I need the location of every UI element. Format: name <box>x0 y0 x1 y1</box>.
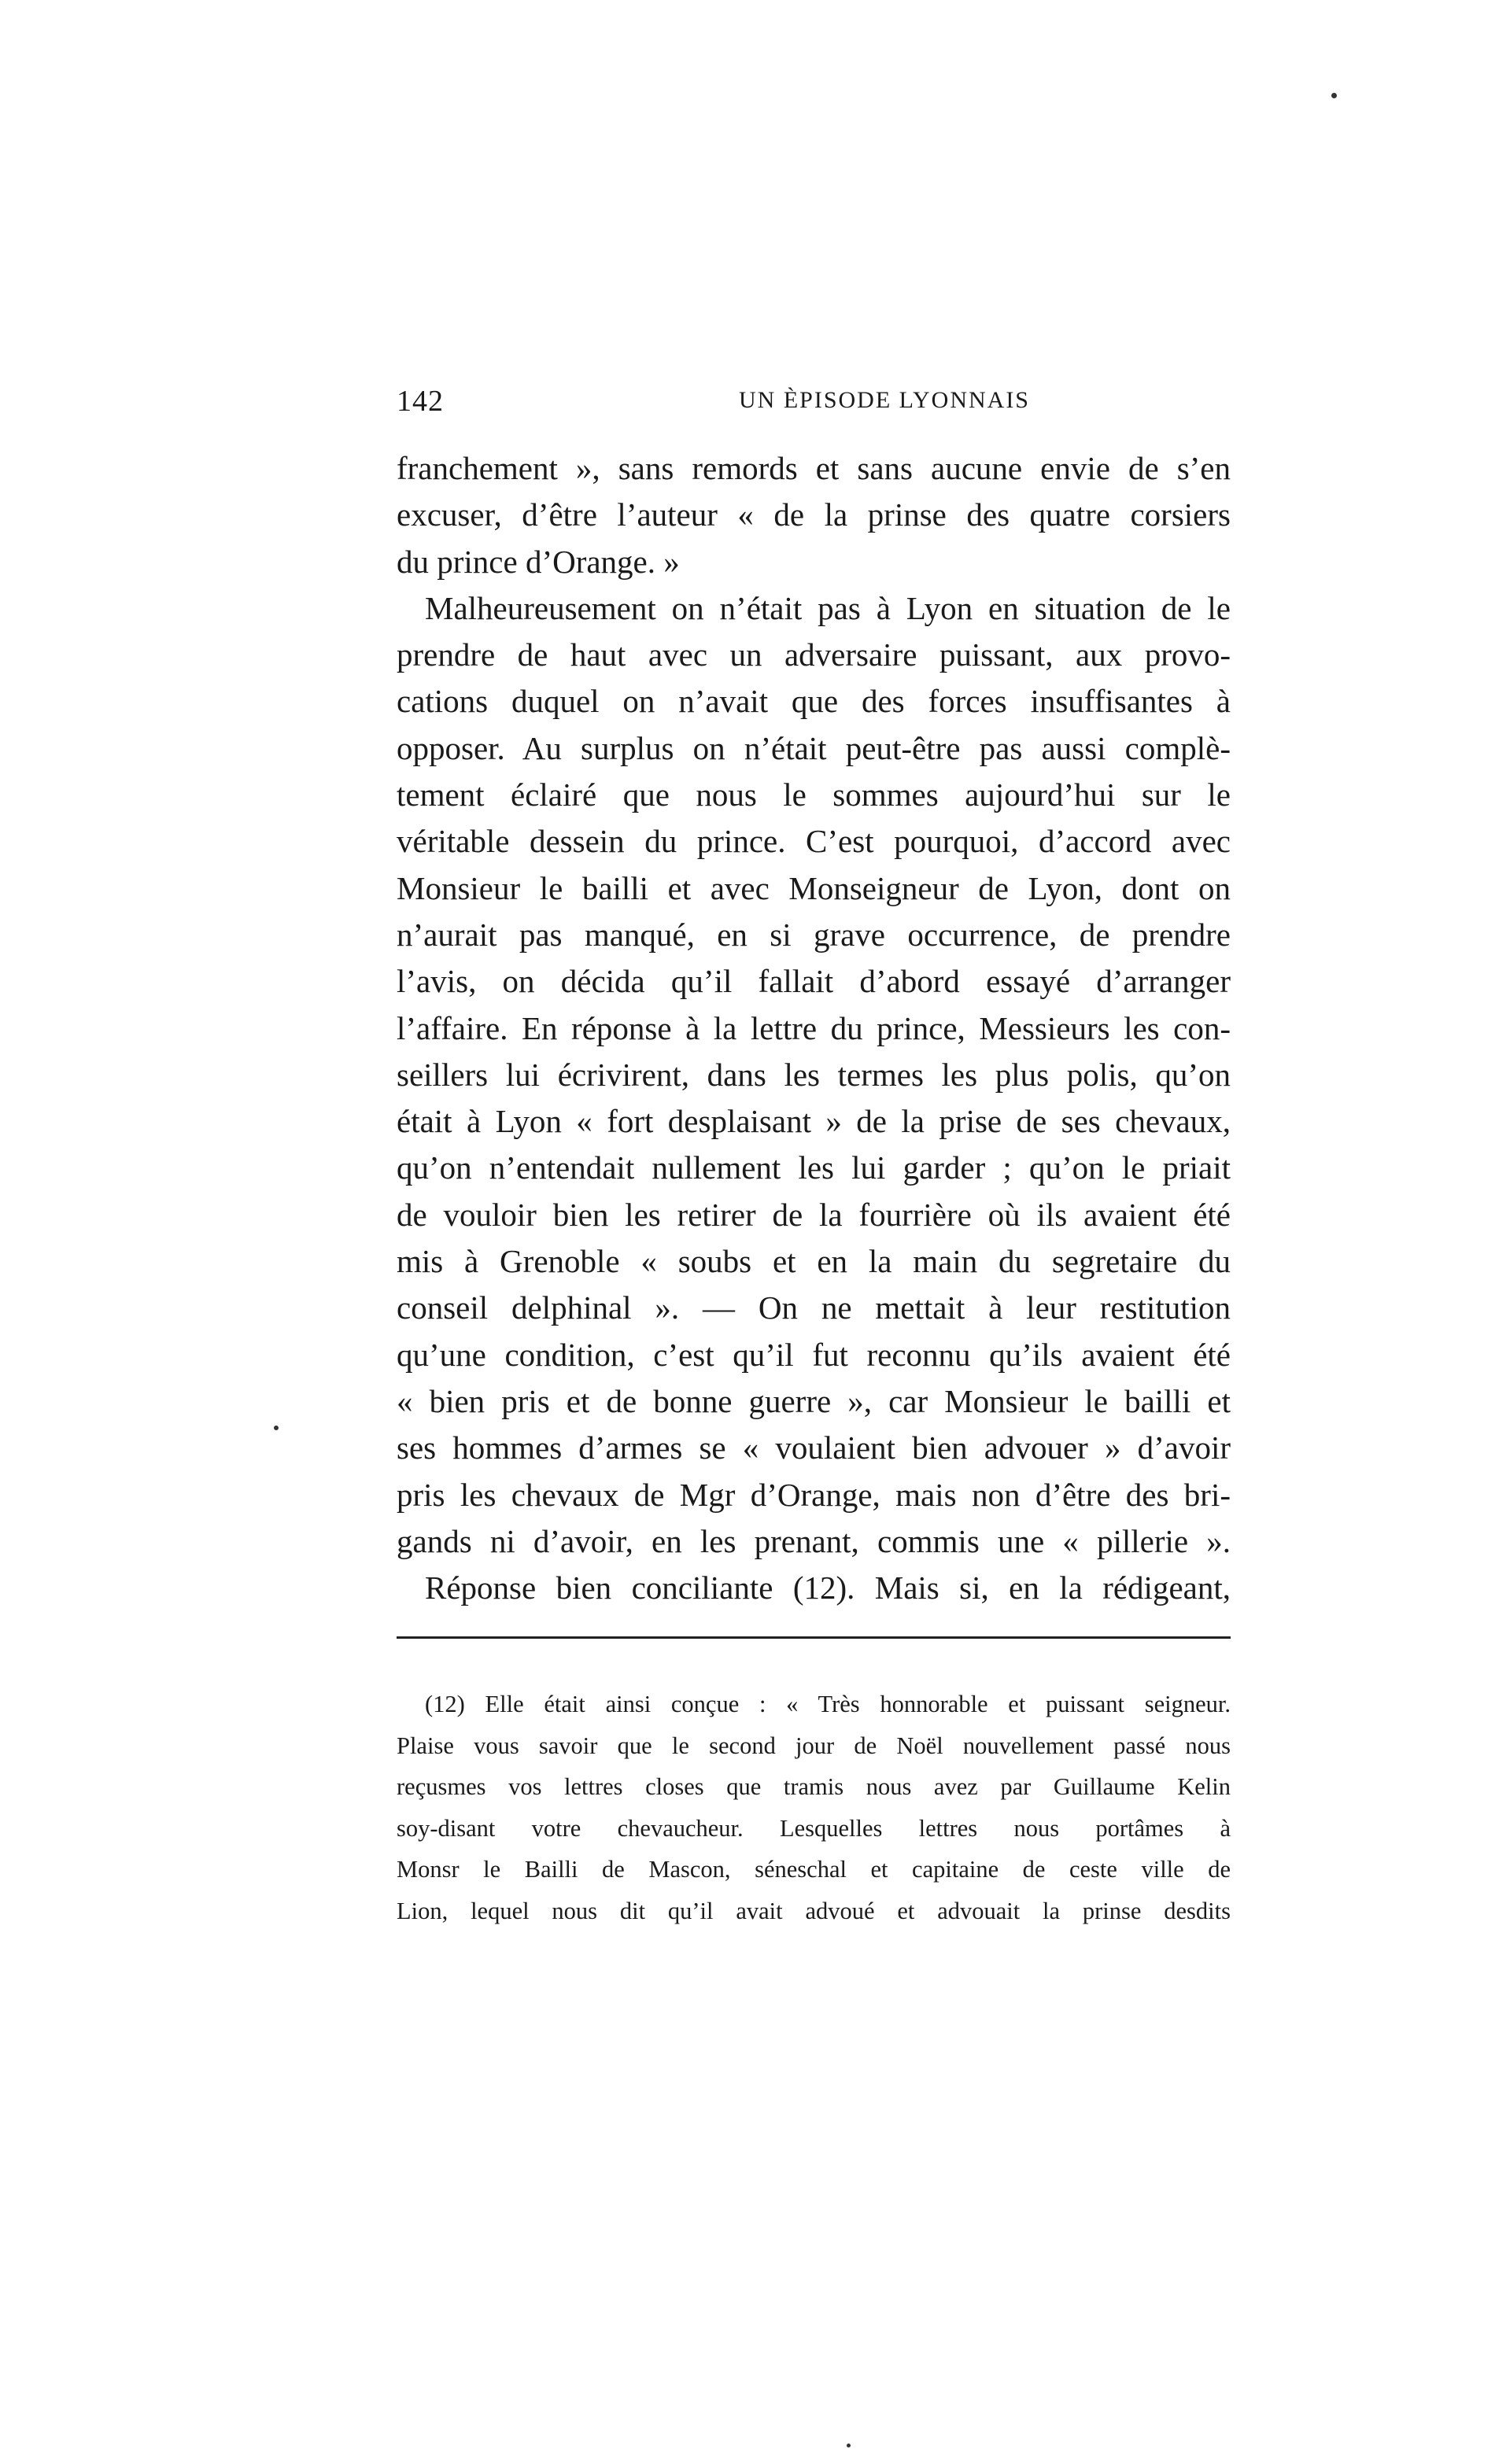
body-line: l’avis, on décida qu’il fallait d’abord essayé d’arranger <box>397 963 1231 1000</box>
body-line: de vouloir bien les retirer de la fourrière où ils avaient été <box>397 1196 1231 1233</box>
footnote-rule <box>397 1636 1231 1639</box>
body-line: prendre de haut avec un adversaire puissant, aux provo- <box>397 636 1231 673</box>
body-line: excuser, d’être l’auteur « de la prinse des quatre corsiers <box>397 496 1231 533</box>
body-line: seillers lui écrivirent, dans les termes les plus polis, qu’on <box>397 1056 1231 1093</box>
body-line: « bien pris et de bonne guerre », car Monsieur le bailli et <box>397 1382 1231 1419</box>
body-line: Réponse bien conciliante (12). Mais si, en la rédigeant, <box>425 1570 1231 1606</box>
body-text <box>397 445 1231 1611</box>
body-line: tement éclairé que nous le sommes aujourd’hui sur le <box>397 776 1231 813</box>
footnotes <box>397 1684 1231 1931</box>
ink-speck <box>847 2444 851 2447</box>
footnote-line: reçusmes vos lettres closes que tramis nous avez par Guillaume Kelin <box>397 1773 1231 1800</box>
body-line: était à Lyon « fort desplaisant » de la prise de ses chevaux, <box>397 1103 1231 1140</box>
body-line: Malheureusement on n’était pas à Lyon en situation de le <box>425 589 1231 626</box>
footnote-line: Plaise vous savoir que le second jour de Noël nouvellement passé nous <box>397 1732 1231 1759</box>
body-line: Monsieur le bailli et avec Monseigneur de Lyon, dont on <box>397 869 1231 906</box>
body-line: véritable dessein du prince. C’est pourquoi, d’accord avec <box>397 823 1231 860</box>
body-line: franchement », sans remords et sans aucune envie de s’en <box>397 450 1231 486</box>
body-line: qu’on n’entendait nullement les lui garder ; qu’on le priait <box>397 1149 1231 1186</box>
body-line: qu’une condition, c’est qu’il fut reconnu qu’ils avaient été <box>397 1336 1231 1373</box>
footnote-line: Lion, lequel nous dit qu’il avait advoué et advouait la prinse desdits <box>397 1897 1231 1924</box>
body-line: l’affaire. En réponse à la lettre du prince, Messieurs les con- <box>397 1009 1231 1046</box>
footnote-line: (12) Elle était ainsi conçue : « Très honnorable et puissant seigneur. <box>425 1691 1231 1717</box>
ink-speck <box>1331 93 1337 98</box>
body-line: ses hommes d’armes se « voulaient bien advouer » d’avoir <box>397 1429 1231 1466</box>
page-number: 142 <box>397 385 444 418</box>
page-header <box>397 384 1231 423</box>
body-line: opposer. Au surplus on n’était peut-être pas aussi complè- <box>397 729 1231 766</box>
body-line: n’aurait pas manqué, en si grave occurrence, de prendre <box>397 916 1231 953</box>
body-line: du prince d’Orange. » <box>397 543 680 580</box>
body-line: conseil delphinal ». — On ne mettait à leur restitution <box>397 1289 1231 1326</box>
body-line: gands ni d’avoir, en les prenant, commis une « pillerie ». <box>397 1522 1231 1559</box>
running-title: UN ÈPISODE LYONNAIS <box>739 387 1030 413</box>
body-line: mis à Grenoble « soubs et en la main du segretaire du <box>397 1243 1231 1280</box>
footnote-line: Monsr le Bailli de Mascon, séneschal et capitaine de ceste ville de <box>397 1856 1231 1883</box>
ink-speck <box>274 1426 279 1430</box>
body-line: pris les chevaux de Mgr d’Orange, mais non d’être des bri- <box>397 1476 1231 1513</box>
footnote-line: soy-disant votre chevaucheur. Lesquelles lettres nous portâmes à <box>397 1814 1231 1842</box>
body-line: cations duquel on n’avait que des forces insuffisantes à <box>397 683 1231 720</box>
